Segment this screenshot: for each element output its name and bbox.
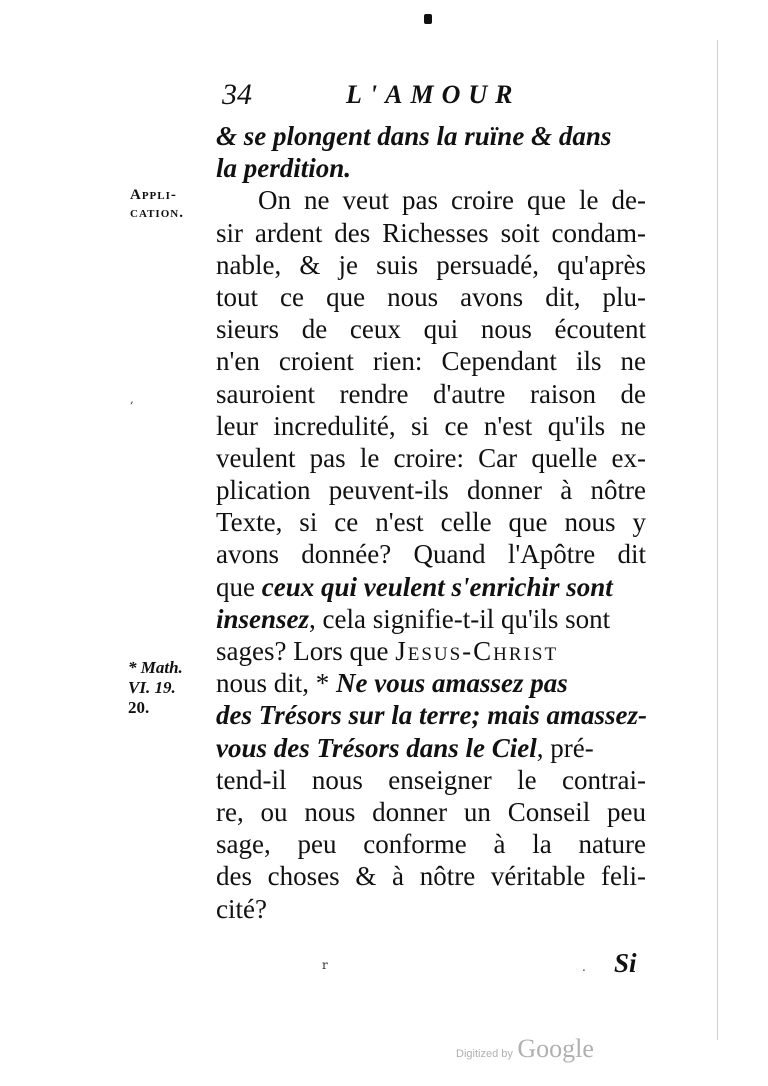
text-run: , pré- xyxy=(536,732,594,763)
text-line: avons donnée? Quand l'Apôtre dit xyxy=(216,539,646,570)
text-line: re, ou nous donner un Conseil peu xyxy=(216,796,646,827)
ink-mark xyxy=(424,14,432,24)
italic-run: vous des Trésors dans le Ciel xyxy=(216,732,537,763)
ink-speck: , xyxy=(130,392,134,406)
page-header xyxy=(222,78,642,114)
catchword: Si xyxy=(614,948,637,978)
page-edge-line xyxy=(717,40,718,1040)
italic-run: ceux qui veulent s'enrichir sont xyxy=(261,571,613,602)
margin-note-line: cation. xyxy=(130,205,184,221)
text-line xyxy=(216,603,646,635)
text-line xyxy=(216,732,646,764)
digitized-watermark xyxy=(456,1034,594,1064)
watermark-prefix: Digitized by xyxy=(456,1048,513,1060)
text-line: leur incredulité, si ce n'est qu'ils ne xyxy=(216,410,646,441)
text-line xyxy=(216,667,646,699)
text-run: nous dit, * xyxy=(216,668,337,699)
text-line: nable, & je suis persuadé, qu'après xyxy=(216,249,646,280)
margin-note-reference xyxy=(128,658,183,718)
text-line: sieurs de ceux qui nous écoutent xyxy=(216,314,646,345)
margin-note-line: VI. 19. xyxy=(128,678,176,697)
margin-note-line: * Math. xyxy=(128,658,183,677)
text-line: veulent pas le croire: Car quelle ex- xyxy=(216,442,646,473)
page-number: 34 xyxy=(222,78,252,111)
italic-run: insensez xyxy=(216,603,310,634)
text-line: n'en croient rien: Cependant ils ne xyxy=(216,346,646,377)
text-line: tend-il nous enseigner le contrai- xyxy=(216,764,646,795)
text-line xyxy=(216,571,646,603)
text-line: sauroient rendre d'autre raison de xyxy=(216,378,646,409)
body-text xyxy=(216,120,646,925)
text-line xyxy=(216,635,646,667)
italic-run: Ne vous amassez pas xyxy=(336,668,568,699)
google-logo: Google xyxy=(517,1034,594,1063)
margin-note-line: 20. xyxy=(128,698,150,717)
small-caps-run: Jesus-Christ xyxy=(395,636,559,666)
ink-speck: . xyxy=(582,960,586,974)
text-run: , cela signifie-t-il qu'ils sont xyxy=(309,603,611,634)
text-line: sage, peu conforme à la nature xyxy=(216,829,646,860)
text-run: sages? Lors que xyxy=(216,636,396,666)
text-line: Texte, si ce n'est celle que nous y xyxy=(216,507,646,538)
text-line: des choses & à nôtre véritable feli- xyxy=(216,861,646,892)
margin-note-application xyxy=(130,186,184,222)
text-line: cité? xyxy=(216,893,267,924)
text-line: sir ardent des Richesses soit condam- xyxy=(216,217,646,248)
running-head: L'AMOUR xyxy=(346,80,521,109)
ink-speck: r xyxy=(322,958,328,972)
text-line: On ne veut pas croire que le de- xyxy=(258,185,646,216)
text-run: que xyxy=(216,571,262,602)
text-line: & se plongent dans la ruïne & dans xyxy=(216,121,612,151)
margin-note-line: Appli- xyxy=(130,187,177,203)
text-line: la perdition. xyxy=(216,153,352,184)
text-line: des Trésors sur la terre; mais amassez- xyxy=(216,700,648,731)
text-line: tout ce que nous avons dit, plu- xyxy=(216,281,646,312)
text-line: plication peuvent-ils donner à nôtre xyxy=(216,475,646,506)
